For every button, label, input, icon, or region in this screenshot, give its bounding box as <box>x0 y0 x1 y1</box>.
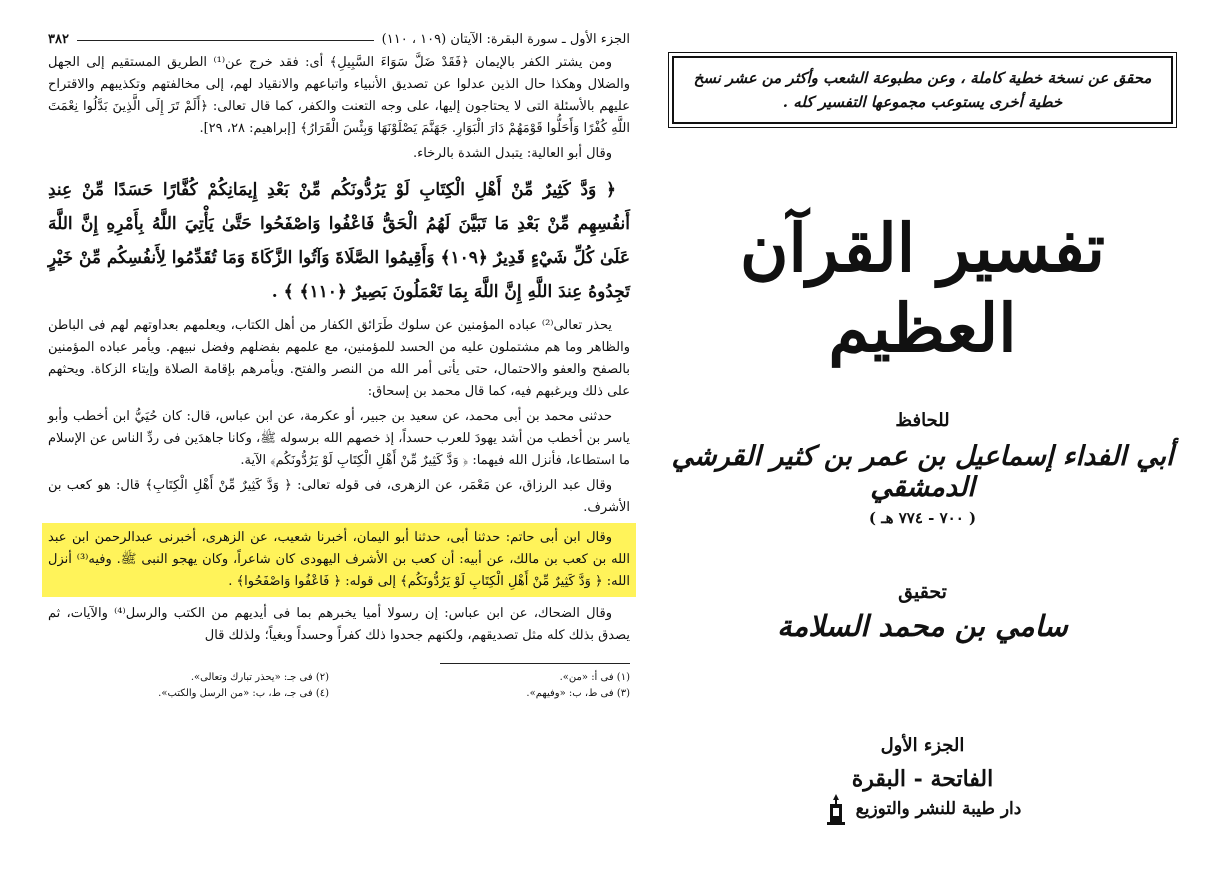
quran-verse-block: ﴿ وَدَّ كَثِيرٌ مِّنْ أَهْلِ الْكِتَابِ لَوْ يَرُدُّونَكُم مِّنْ بَعْدِ إِيمَانِكُمْ كُفَّارًا حَسَدًا مِّنْ عِندِ أَنفُسِهِم مِّنْ بَعْدِ مَا تَبَيَّنَ لَهُمُ الْحَقُّ فَاعْفُوا وَاصْفَحُوا حَتَّىٰ يَأْتِيَ اللَّهُ بِأَمْرِهِ إِنَّ اللَّهَ عَلَىٰ كُلِّ شَيْءٍ قَدِيرٌ ﴿١٠٩﴾ وَأَقِيمُوا الصَّلَاةَ وَآتُوا الزَّكَاةَ وَمَا تُقَدِّمُوا لِأَنفُسِكُم مِّنْ خَيْرٍ تَجِدُوهُ عِندَ اللَّهِ إِنَّ اللَّهَ بِمَا تَعْمَلُونَ بَصِيرٌ ﴿١١٠﴾ ﴾ . <box>48 180 630 302</box>
footnote-4: (٤) فى جـ، ط، ب: «من الرسل والكتب». <box>158 688 329 699</box>
footnote-divider <box>440 663 630 664</box>
editor-name: سامي بن محمد السلامة <box>777 609 1068 643</box>
header-title: الجزء الأول ـ سورة البقرة: الآيتان (١٠٩ ، ١١٠) <box>381 32 630 47</box>
footnotes <box>48 670 630 702</box>
right-page-title <box>650 40 1195 880</box>
paragraph-5: وقال عبد الرزاق، عن مَعْمَر، عن الزهرى، فى قوله تعالى: ﴿ وَدَّ كَثِيرٌ مِّنْ أَهْلِ الْكِتَابِ﴾ قال: هو كعب بن الأشرف. <box>48 478 630 515</box>
paragraph-1: ومن يشتر الكفر بالإيمان ﴿فَقَدْ ضَلَّ سَوَاءَ السَّبِيلِ﴾ أى: فقد خرج عن⁽¹⁾ الطريق المستقيم إلى الجهل والضلال وهكذا حال الذين عدلوا عن تصديق الأنبياء واتباعهم والانقياد لهم، إلى مخالفتهم وتكذيبهم والاقتراح عليهم بالأسئلة التى لا يحتاجون إليها، على وجه التعنت والكفر، كما قال تعالى: ﴿أَلَمْ تَرَ إِلَى الَّذِينَ بَدَّلُوا نِعْمَتَ اللَّهِ كُفْرًا وَأَحَلُّوا قَوْمَهُمْ دَارَ الْبَوَارِ. جَهَنَّمَ يَصْلَوْنَهَا وَبِئْسَ الْقَرَارُ﴾ [إبراهيم: ٢٨، ٢٩]. <box>48 55 630 136</box>
running-header <box>48 28 630 52</box>
page-number: ٣٨٢ <box>48 32 69 47</box>
author-name: أبي الفداء إسماعيل بن عمر بن كثير القرشي الدمشقي <box>671 441 1174 503</box>
intro-box: محقق عن نسخة خطية كاملة ، وعن مطبوعة الشعب وأكثر من عشر نسخ خطية أخرى يستوعب مجموعها التفسير كله . <box>672 56 1173 124</box>
book-title: تفسير القرآن العظيم <box>740 209 1105 367</box>
hafiz-label: للحافظ <box>895 410 950 431</box>
footnote-1: (١) فى أ: «من». <box>559 672 630 683</box>
left-page <box>48 28 630 880</box>
publisher-name: دار طيبة للنشر والتوزيع <box>855 799 1022 819</box>
paragraph-4: حدثنى محمد بن أبى محمد، عن سعيد بن جبير، أو عكرمة، عن ابن عباس، قال: كان حُيَيُّ ابن أخطب وأبو ياسر بن أخطب من أشد يهودَ للعرب حسداً، إذ خصهم الله برسوله ﷺ، وكانا جاهدَين فى ردِّ الناس عن الإسلام ما استطاعا، فأنزل الله فيهما: ﴿ وَدَّ كَثِيرٌ مِّنْ أَهْلِ الْكِتَابِ لَوْ يَرُدُّونَكُم﴾ الآية. <box>48 409 630 468</box>
tahqiq-label: تحقيق <box>898 581 947 603</box>
paragraph-last: وقال الضحاك، عن ابن عباس: إن رسولا أميا يخبرهم بما فى أيديهم من الكتب والرسل⁽⁴⁾ والآيات، ثم يصدق بذلك كله مثل تصديقهم، ولكنهم جحدوا ذلك كفراً وحسداً وبغياً؛ ولذلك قال <box>48 606 630 643</box>
header-rule <box>77 40 374 41</box>
footnote-2: (٢) فى جـ: «يحذر تبارك وتعالى». <box>190 672 329 683</box>
publisher-logo-icon <box>824 792 848 826</box>
author-dates: ( ٧٠٠ - ٧٧٤ هـ ) <box>868 509 977 527</box>
volume-label: الجزء الأول <box>880 735 965 756</box>
paragraph-3: يحذر تعالى⁽²⁾ عباده المؤمنين عن سلوك طَرَائق الكفار من أهل الكتاب، ويعلمهم بعداوتهم لهم فى الباطن والظاهر وما هم مشتملون عليه من الحسد للمؤمنين، مع علمهم بفضلهم وفضل نبيهم. ويأمر عباده المؤمنين بالصفح والعفو والاحتمال، حتى يأتى أمر الله من النصر والفتح. ويأمرهم بإقامة الصلاة وإيتاء الزكاة. ويحثهم على ذلك ويرغبهم فيه، كما قال محمد بن إسحاق: <box>48 318 630 399</box>
highlighted-paragraph: وقال ابن أبى حاتم: حدثنا أبى، حدثنا أبو اليمان، أخبرنا شعيب، عن الزهرى، أخبرنى عبدالرحمن ابن عبد الله بن كعب بن مالك، عن أبيه: أن كعب بن الأشرف اليهودى كان شاعراً، وكان يهجو النبى ﷺ. وفيه⁽³⁾ أنزل الله: ﴿ وَدَّ كَثِيرٌ مِّنْ أَهْلِ الْكِتَابِ لَوْ يَرُدُّونَكُم﴾ إلى قوله: ﴿ فَاعْفُوا وَاصْفَحُوا﴾ . <box>42 523 636 597</box>
footnote-3: (٣) فى ط، ب: «وفيهم». <box>526 688 630 699</box>
publisher <box>650 792 1195 826</box>
paragraph-2: وقال أبو العالية: يتبدل الشدة بالرخاء. <box>412 146 612 161</box>
volume-contents: الفاتحة - البقرة <box>851 766 994 792</box>
